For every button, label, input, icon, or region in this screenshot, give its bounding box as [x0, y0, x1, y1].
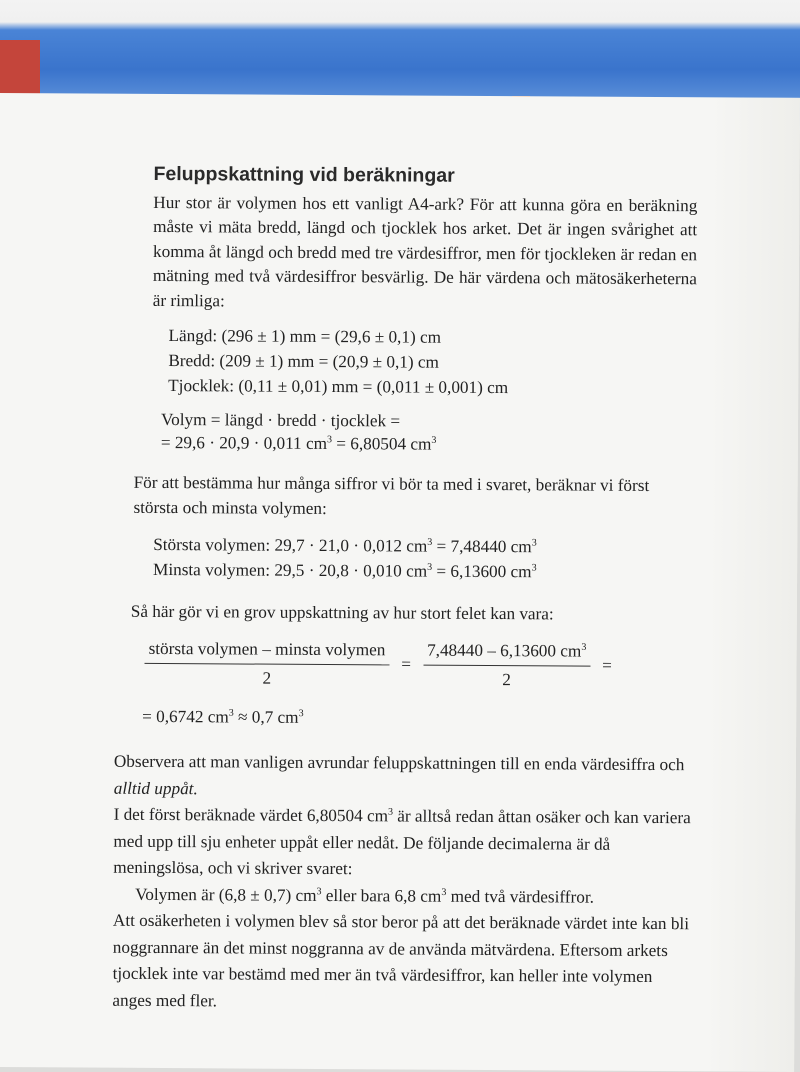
section-title: Feluppskattning vid beräkningar [153, 162, 455, 187]
error-result: = 0,6742 $cm^3 \approx 0,7$ $cm^3$ [142, 706, 304, 727]
observe-paragraph: Observera att man vanligen avrundar feluppskattningen till en enda värdesiffra och alltid uppåt. [113, 751, 685, 798]
largest-volume: Största volymen: 29,7 · 21,0 · 0,012 $cm^3 = 7,48440$ $cm^3$ [153, 534, 537, 557]
measurement-list [168, 323, 696, 401]
volume-result: = 29,6 · 20,9 · 0,011 $cm^3 = 6,80504$ $cm^3$ [160, 432, 437, 454]
fraction-numbers: $\frac{7,48440 - 6,13600 cm^3}{2}$ [423, 638, 591, 693]
answer-paragraph: Volymen är (6,8 ± 0,7) $cm^3$ eller bara 6,8 $cm^3$ med två värdesiffror. [135, 884, 595, 907]
conclusion-block [112, 749, 694, 1018]
measurement-width: Bredd: (209 ± 1) mm = (20,9 ± 0,1) cm [168, 351, 439, 372]
smallest-volume: Minsta volymen: 29,5 · 20,8 · 0,010 $cm^3 = 6,13600$ $cm^3$ [153, 559, 537, 582]
determine-paragraph: För att bestämma hur många siffror vi bör ta med i svaret, beräknar vi först största och minsta volymen: [133, 472, 650, 519]
first-calc-paragraph: I det först beräknade värdet 6,80504 $cm^3$ är alltså redan åttan osäker och kan variera med upp till sju enheter uppåt eller nedåt. De följande decimalerna är då meningslösa, och vi skriver svaret: [113, 804, 691, 879]
measurement-length: Längd: (296 ± 1) mm = (29,6 ± 0,1) cm [168, 326, 442, 347]
volume-calculation [161, 408, 696, 457]
volume-formula: Volym = längd · bredd · tjocklek = [160, 409, 401, 431]
fraction-words: $\frac{\text{största volymen – minsta volymen}}{2}$ [144, 636, 389, 691]
min-max-volumes [153, 532, 695, 585]
book-page [0, 93, 800, 1072]
error-fraction-equation [144, 636, 694, 693]
equals-sign: = [602, 655, 612, 675]
intro-paragraph: Hur stor är volymen hos ett vanligt A4-ark? För att kunna göra en beräkning måste vi mäta bredd, längd och tjocklek hos arket. Det är ingen svårighet att komma åt längd och bredd med tre värdesiffror, men för tjockleken är redan en mätning med två värdesiffror besvärlig. De här värdena och mätosäkerheterna är rimliga: [152, 192, 698, 310]
measurement-thickness: Tjocklek: (0,11 ± 0,01) mm = (0,011 ± 0,001) cm [168, 376, 509, 398]
page-content [112, 162, 697, 1018]
page-shadow [704, 97, 800, 1072]
equals-sign: = [401, 654, 412, 674]
rough-estimate-text: Så här gör vi en grov uppskattning av hur stort felet kan vara: [130, 601, 554, 624]
final-paragraph: Att osäkerheten i volymen blev så stor beror på att det beräknade värdet inte kan bli noggrannare än det minst noggranna av de använda mätvärdena. Eftersom arkets tjocklek inte var bestämd med mer än två värdesiffror, kan heller inte volymen anges med fler. [112, 910, 690, 1010]
